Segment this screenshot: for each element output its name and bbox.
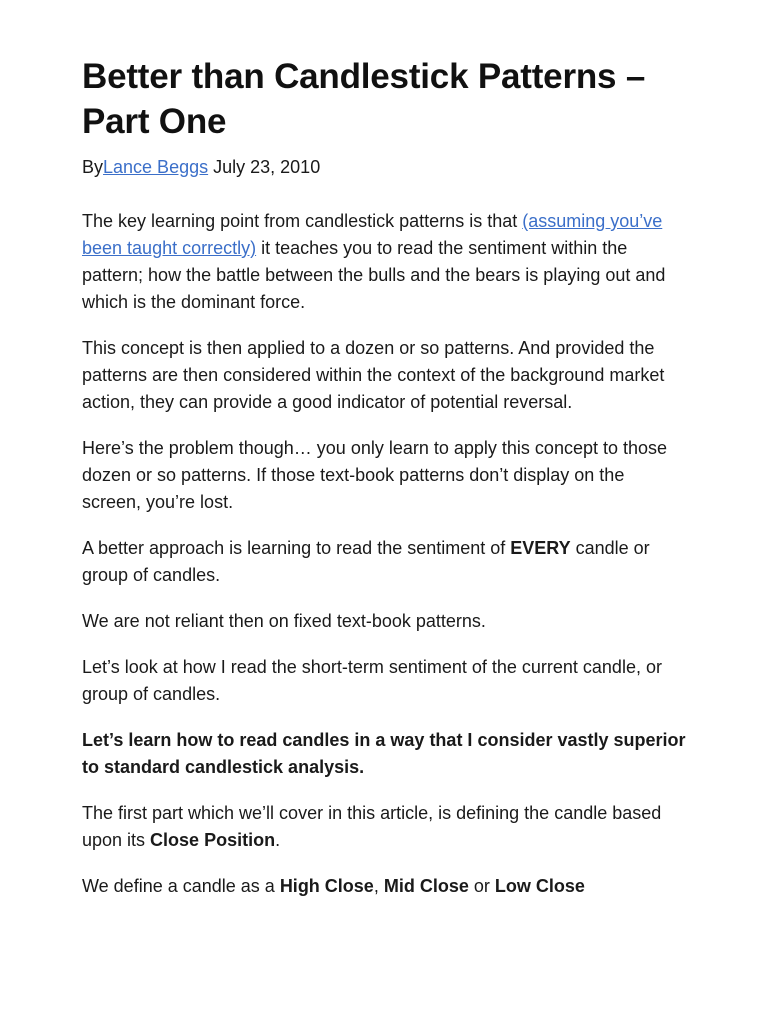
paragraph-9 [82, 873, 686, 900]
high-close-term: High Close [279, 876, 374, 896]
paragraph-4-bold: EVERY [510, 538, 571, 558]
paragraph-8-pre: The first part which we’ll cover in this article, is defining the candle based upon its [82, 803, 662, 850]
paragraph-1-post: it teaches you to read the sentiment within the pattern; how the battle between the bulls and the bears is playing out and which is the dominant force. [82, 238, 666, 312]
article-body [82, 208, 686, 900]
paragraph-8 [82, 800, 686, 854]
paragraph-5: We are not reliant then on fixed text-book patterns. [82, 611, 486, 631]
byline [82, 154, 686, 180]
paragraph-7: Let’s learn how to read candles in a way that I consider vastly superior to standard candlestick analysis. [82, 730, 686, 777]
paragraph-1 [82, 208, 686, 316]
paragraph-4 [82, 535, 686, 589]
paragraph-6: Let’s look at how I read the short-term sentiment of the current candle, or group of candles. [82, 657, 662, 704]
low-close-term: Low Close [494, 876, 585, 896]
paragraph-4-post: candle or group of candles. [82, 538, 650, 585]
article-title: Better than Candlestick Patterns – Part One [82, 57, 646, 141]
paragraph-8-bold: Close Position [150, 830, 276, 850]
mid-close-term: Mid Close [383, 876, 469, 896]
paragraph-3: Here’s the problem though… you only learn to apply this concept to those dozen or so patterns. If those text-book patterns don’t display on the screen, you’re lost. [82, 438, 668, 512]
byline-by: By [82, 157, 104, 177]
publish-date: July 23, 2010 [213, 157, 321, 177]
paragraph-9-pre: We define a candle as a [82, 876, 280, 896]
paragraph-1-pre: The key learning point from candlestick patterns is that [82, 211, 523, 231]
author-link[interactable]: Lance Beggs [103, 157, 209, 177]
paragraph-9-sep1: , [373, 876, 384, 896]
paragraph-9-sep2: or [468, 876, 495, 896]
paragraph-2: This concept is then applied to a dozen or so patterns. And provided the patterns are then considered within the context of the background market action, they can provide a good indicator of potential reversal. [82, 338, 665, 412]
paragraph-4-pre: A better approach is learning to read the sentiment of [82, 538, 511, 558]
paragraph-8-post: . [275, 830, 281, 850]
assuming-link[interactable]: (assuming you’ve been taught correctly) [82, 211, 663, 258]
